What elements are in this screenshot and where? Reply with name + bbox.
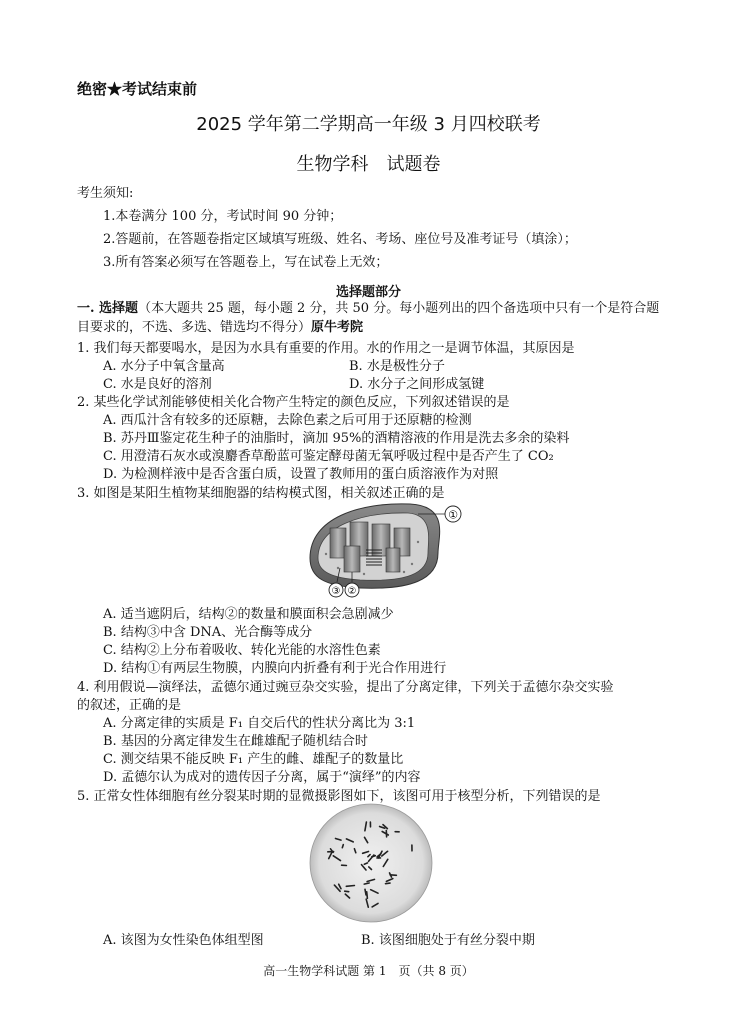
option-b: B. 基因的分离定律发生在雌雄配子随机结合时	[103, 734, 368, 749]
option-a: A. 适当遮阴后，结构②的数量和膜面积会急剧减少	[103, 607, 394, 622]
label-1: ①	[448, 508, 458, 522]
chloroplast-figure	[300, 498, 470, 598]
karyotype-micrograph	[308, 802, 434, 924]
option-d: D. 水分子之间形成氢键	[349, 377, 485, 392]
option-b: B. 苏丹Ⅲ鉴定花生种子的油脂时，滴加 95%的酒精溶液的作用是洗去多余的染料	[103, 431, 570, 446]
notice-item: 3.所有答案必须写在答题卷上，写在试卷上无效；	[103, 255, 389, 270]
section-intro	[77, 299, 667, 337]
watermark-text: 原牛考院	[311, 320, 364, 335]
chromosome	[365, 889, 366, 895]
chromosome	[386, 883, 391, 884]
option-c: C. 结构②上分布着吸收、转化光能的水溶性色素	[103, 643, 381, 658]
notice-item: 1.本卷满分 100 分，考试时间 90 分钟；	[103, 209, 343, 224]
exam-subtitle: 生物学科 试题卷	[296, 154, 441, 175]
option-a: A. 西瓜汁含有较多的还原糖，去除色素之后可用于还原糖的检测	[103, 413, 472, 428]
option-b: B. 该图细胞处于有丝分裂中期	[361, 933, 535, 948]
section-title: 选择题部分	[335, 285, 401, 300]
section-intro-label: 一. 选择题	[77, 301, 139, 316]
chromosome	[345, 891, 349, 892]
option-c: C. 水是良好的溶剂	[103, 377, 212, 392]
question-stem: 2. 某些化学试剂能够使相关化合物产生特定的颜色反应，下列叙述错误的是	[77, 395, 510, 410]
option-d: D. 孟德尔认为成对的遗传因子分离，属于“演绎”的内容	[103, 770, 421, 785]
exam-title: 2025 学年第二学期高一年级 3 月四校联考	[196, 114, 541, 135]
chromosome	[342, 845, 343, 848]
option-b: B. 水是极性分子	[349, 359, 445, 374]
option-c: C. 测交结果不能反映 F₁ 产生的雌、雄配子的数量比	[103, 752, 404, 767]
label-2: ②	[347, 586, 357, 597]
option-c: C. 用澄清石灰水或溴麝香草酚蓝可鉴定酵母菌无氧呼吸过程中是否产生了 CO₂	[103, 449, 554, 464]
question-stem: 1. 我们每天都要喝水，是因为水具有重要的作用。水的作用之一是调节体温，其原因是	[77, 341, 575, 356]
question-stem: 4. 利用假说—演绎法，孟德尔通过豌豆杂交实验，提出了分离定律，下列关于孟德尔杂交实验	[77, 680, 614, 695]
option-a: A. 该图为女性染色体组型图	[103, 933, 264, 948]
notice-heading: 考生须知:	[77, 186, 134, 201]
question-stem: 5. 正常女性体细胞有丝分裂某时期的显微摄影图如下，该图可用于核型分析，下列错误的是	[77, 789, 601, 804]
option-a: A. 水分子中氧含量高	[103, 359, 225, 374]
option-d: D. 结构①有两层生物膜，内膜向内折叠有利于光合作用进行	[103, 661, 447, 676]
notice-item: 2.答题前，在答题卷指定区域填写班级、姓名、考场、座位号及准考证号（填涂）；	[103, 232, 577, 247]
label-3: ③	[331, 586, 341, 597]
question-stem: 3. 如图是某阳生植物某细胞器的结构模式图，相关叙述正确的是	[77, 486, 445, 501]
option-a: A. 分离定律的实质是 F₁ 自交后代的性状分离比为 3:1	[103, 716, 416, 731]
option-b: B. 结构③中含 DNA、光合酶等成分	[103, 625, 313, 640]
chromosome	[364, 883, 369, 884]
page-footer: 高一生物学科试题 第 1 页（共 8 页）	[263, 964, 474, 978]
confidential-label: 绝密★考试结束前	[77, 80, 198, 98]
question-stem-continued: 的叙述，正确的是	[77, 698, 182, 713]
option-d: D. 为检测样液中是否含蛋白质，设置了教师用的蛋白质溶液作为对照	[103, 467, 499, 482]
chromosome	[346, 886, 354, 887]
chromosome	[367, 892, 368, 899]
section-intro-text: （本大题共 25 题，每小题 2 分，共 50 分。每小题列出的四个备选项中只有一个是符合题目要求的，不选、多选、错选均不得分）	[77, 301, 660, 335]
